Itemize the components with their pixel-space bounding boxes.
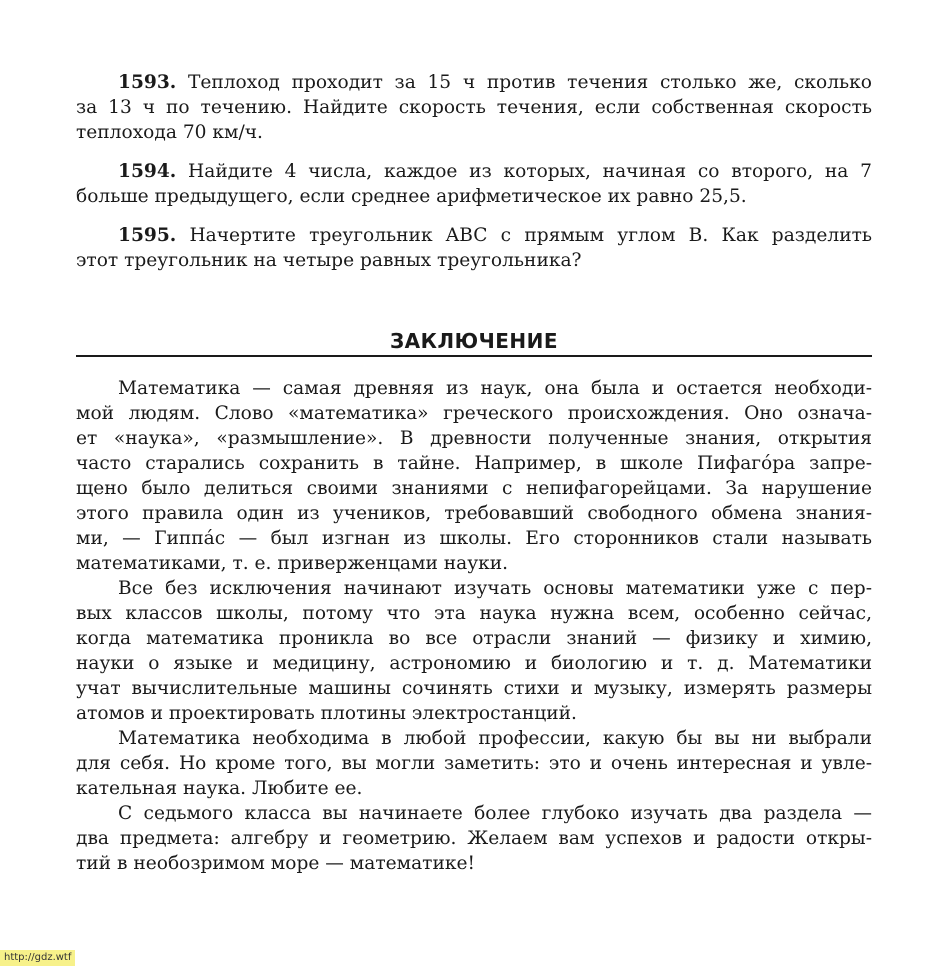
problem-1595 [76,223,872,273]
paragraph-line: Математика — самая древняя из наук, она была и остается необходи- [118,378,872,399]
problem-number: 1593. [118,72,177,93]
watermark-link[interactable]: http://gdz.wtf [0,950,75,966]
paragraph-line: тий в необозримом море — математике! [76,853,475,874]
paragraph-line: Все без исключения начинают изучать основы математики уже с пер- [118,578,872,599]
problem-1594 [76,159,872,209]
paragraph-line: мой людям. Слово «математика» греческого происхождения. Оно означа- [76,403,872,424]
problems-block [76,70,872,273]
paragraph-line: Математика необходима в любой профессии, какую бы вы ни выбрали [118,728,872,749]
paragraph-line: когда математика проникла во все отрасли знаний — физику и химию, [76,628,872,649]
paragraph-line: математиками, т. е. приверженцами науки. [76,553,509,574]
problem-line: теплохода 70 км/ч. [76,122,263,143]
problem-text: Найдите 4 числа, каждое из которых, начиная со второго, на 7 [188,161,872,182]
problem-line [76,223,872,248]
problem-line: этот треугольник на четыре равных треугольника? [76,250,582,271]
paragraph [76,376,872,576]
problem-line [76,159,872,184]
paragraph-line: этого правила один из учеников, требовавший свободного обмена знания- [76,503,872,524]
problem-number: 1594. [118,161,177,182]
paragraph-line: для себя. Но кроме того, вы могли заметить: это и очень интересная и увле- [76,753,872,774]
paragraph [76,801,872,876]
section-divider [76,355,872,357]
problem-line [76,70,872,95]
paragraph-line: щено было делиться своими знаниями с непифагорейцами. За нарушение [76,478,872,499]
problem-text: Начертите треугольник ABC с прямым углом B. Как разделить [189,225,872,246]
problem-line: за 13 ч по течению. Найдите скорость течения, если собственная скорость [76,97,872,118]
paragraph [76,576,872,726]
conclusion-text [76,376,872,876]
section-title: ЗАКЛЮЧЕНИЕ [389,329,559,353]
problem-number: 1595. [118,225,177,246]
paragraph-line: атомов и проектировать плотины электростанций. [76,703,577,724]
paragraph-line: ми, — Гиппáс — был изгнан из школы. Его сторонников стали называть [76,528,872,549]
paragraph-line: часто старались сохранить в тайне. Например, в школе Пифагóра запре- [76,453,872,474]
paragraph-line: С седьмого класса вы начинаете более глубоко изучать два раздела — [118,803,872,824]
paragraph-line: два предмета: алгебру и геометрию. Желаем вам успехов и радости откры- [76,828,872,849]
paragraph-line: ет «наука», «размышление». В древности полученные знания, открытия [76,428,872,449]
paragraph-line: учат вычислительные машины сочинять стихи и музыку, измерять размеры [76,678,872,699]
paragraph-line: науки о языке и медицину, астрономию и биологию и т. д. Математики [76,653,872,674]
problem-line: больше предыдущего, если среднее арифметическое их равно 25,5. [76,186,747,207]
problem-text: Теплоход проходит за 15 ч против течения столько же, сколько [187,72,872,93]
paragraph-line: вых классов школы, потому что эта наука нужна всем, особенно сейчас, [76,603,872,624]
paragraph [76,726,872,801]
problem-1593 [76,70,872,145]
paragraph-line: кательная наука. Любите ее. [76,778,363,799]
